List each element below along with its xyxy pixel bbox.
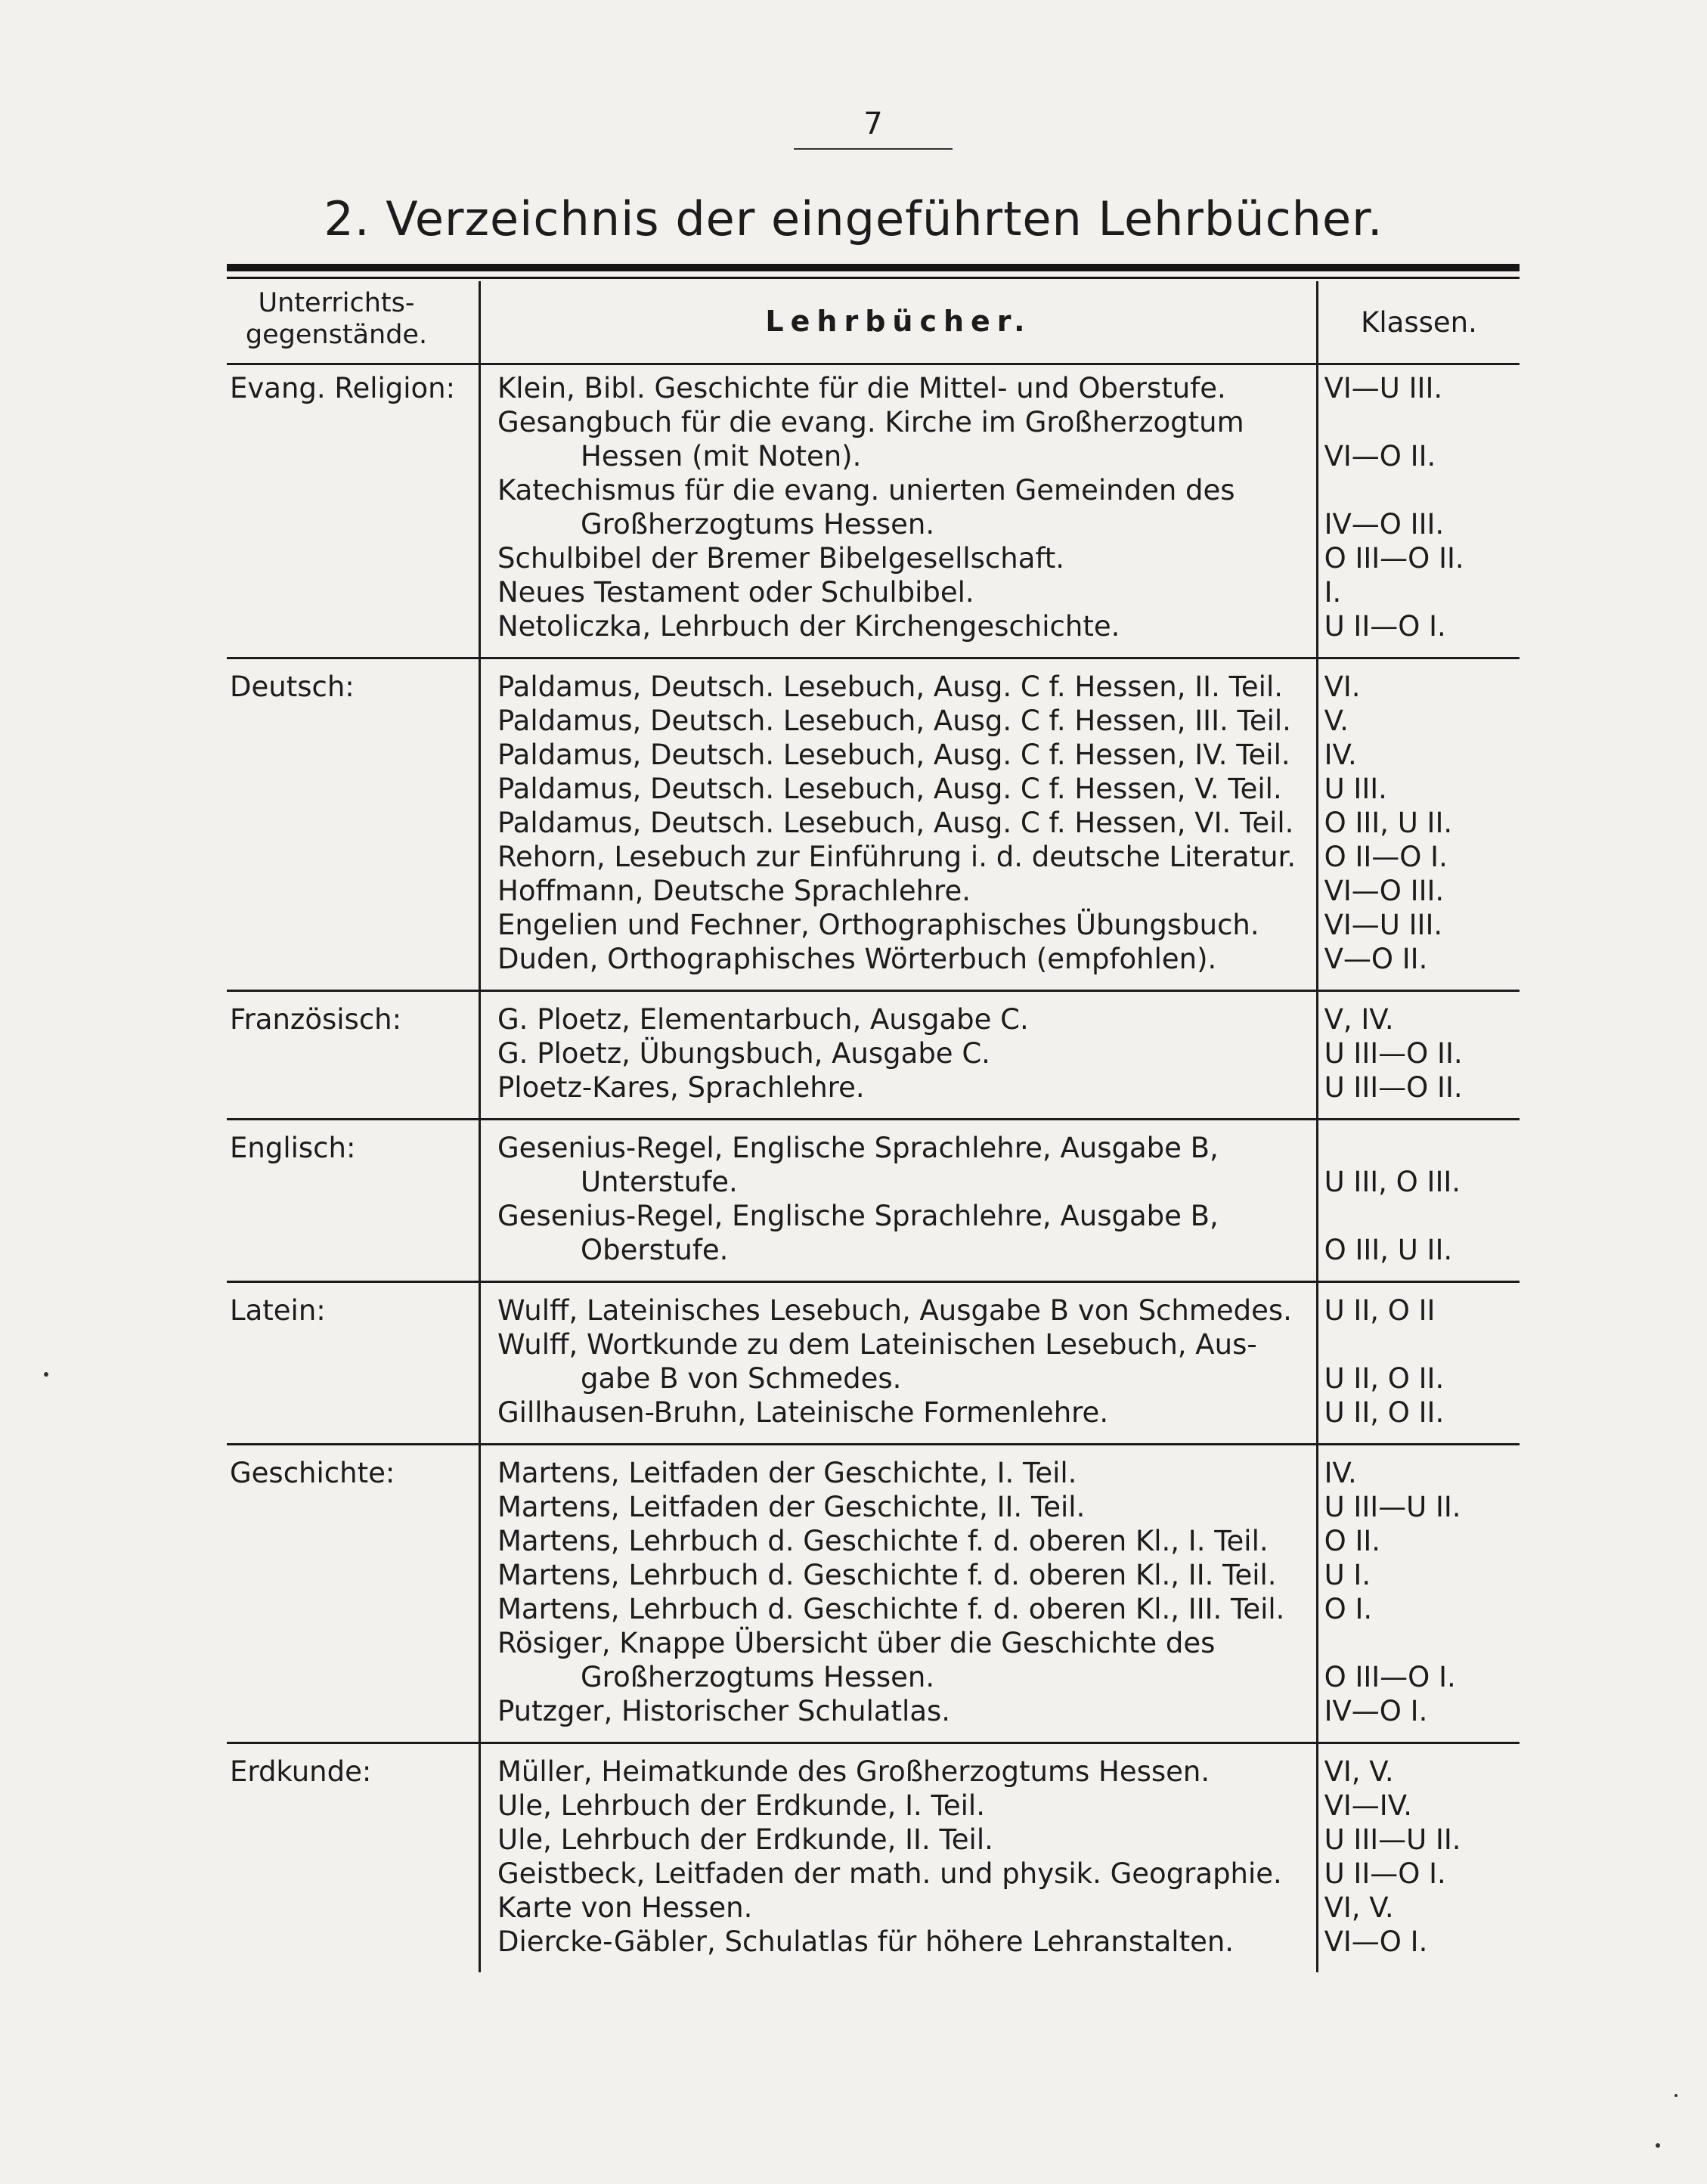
- class-range: U II, O II: [1324, 1294, 1436, 1327]
- class-range: VI—IV.: [1324, 1789, 1413, 1822]
- subject-label: Evang. Religion:: [230, 372, 456, 404]
- class-range: V—O II.: [1324, 943, 1428, 975]
- textbook-title: [497, 1490, 1306, 1524]
- textbook-row: [227, 541, 1520, 575]
- textbook-title: [497, 670, 1306, 704]
- class-range: VI—O I.: [1324, 1925, 1428, 1958]
- subject-label: Erdkunde:: [230, 1755, 372, 1788]
- textbook-title: [497, 1891, 1306, 1925]
- class-range: O III—O I.: [1324, 1661, 1456, 1693]
- textbook-title-line: gabe B von Schmedes.: [581, 1362, 902, 1395]
- class-range: I.: [1324, 576, 1342, 609]
- class-range: V, IV.: [1324, 1003, 1394, 1036]
- paper-speck: [1656, 2143, 1660, 2148]
- class-range: VI.: [1324, 671, 1361, 703]
- class-range: IV—O III.: [1324, 508, 1445, 541]
- textbook-title: [497, 1925, 1306, 1959]
- textbook-row: [227, 575, 1520, 609]
- class-range: VI, V.: [1324, 1891, 1394, 1924]
- textbook-title: [497, 1293, 1306, 1327]
- header-books: Lehrbücher.: [765, 305, 1032, 338]
- textbook-title-line: Neues Testament oder Schulbibel.: [497, 576, 974, 609]
- subject-label: Geschichte:: [230, 1457, 395, 1489]
- page-number-rule: [794, 148, 953, 150]
- header-subject-line: gegenstände.: [245, 320, 428, 350]
- textbook-row: [227, 473, 1520, 541]
- subject-section: [227, 1443, 1520, 1742]
- textbook-title-line: Rehorn, Lesebuch zur Einführung i. d. deutsche Literatur.: [497, 841, 1297, 873]
- textbook-row: [227, 1199, 1520, 1267]
- textbook-row: [227, 1396, 1520, 1430]
- textbook-title: [497, 942, 1306, 976]
- textbook-title-line: Großherzogtums Hessen.: [581, 1661, 935, 1693]
- textbook-title-line: Gesenius-Regel, Englische Sprachlehre, Ausgabe B,: [497, 1200, 1219, 1232]
- textbook-title: [497, 1199, 1306, 1267]
- textbook-title-line: Geistbeck, Leitfaden der math. und physik. Geographie.: [497, 1857, 1282, 1890]
- class-range: U II, O II.: [1324, 1396, 1445, 1429]
- subject-section: [227, 1742, 1520, 1972]
- textbook-title-line: Paldamus, Deutsch. Lesebuch, Ausg. C f. Hessen, V. Teil.: [497, 773, 1282, 805]
- textbook-row: [227, 1558, 1520, 1592]
- class-range: U II—O I.: [1324, 610, 1446, 643]
- textbook-title-line: Großherzogtums Hessen.: [581, 508, 935, 541]
- class-range: IV—O I.: [1324, 1695, 1428, 1727]
- textbook-title-line: Wulff, Lateinisches Lesebuch, Ausgabe B von Schmedes.: [497, 1294, 1292, 1327]
- subject-section: [227, 657, 1520, 990]
- class-range: O III—O II.: [1324, 542, 1464, 575]
- textbook-title-line: Netoliczka, Lehrbuch der Kirchengeschichte.: [497, 610, 1120, 643]
- textbook-title: [497, 772, 1306, 806]
- subject-section: [227, 1281, 1520, 1443]
- textbook-title-line: Gillhausen-Bruhn, Lateinische Formenlehre.: [497, 1396, 1109, 1429]
- class-range: U II, O II.: [1324, 1362, 1445, 1395]
- subject-label: Deutsch:: [230, 671, 355, 703]
- textbook-title: [497, 1592, 1306, 1626]
- textbook-title: [497, 405, 1306, 473]
- textbook-title: [497, 575, 1306, 609]
- textbook-row: [227, 1626, 1520, 1694]
- subject-label: Englisch:: [230, 1132, 356, 1164]
- header-classes: Klassen.: [1361, 306, 1477, 339]
- header-subject: [227, 287, 446, 351]
- textbook-title-line: Hoffmann, Deutsche Sprachlehre.: [497, 875, 971, 907]
- textbook-row: [227, 1327, 1520, 1396]
- textbook-title-line: Rösiger, Knappe Übersicht über die Geschichte des: [497, 1627, 1216, 1659]
- textbook-title-line: G. Ploetz, Elementarbuch, Ausgabe C.: [497, 1003, 1029, 1036]
- textbook-title-line: Müller, Heimatkunde des Großherzogtums Hessen.: [497, 1755, 1210, 1788]
- subject-label: Latein:: [230, 1294, 326, 1327]
- class-range: IV.: [1324, 739, 1357, 771]
- subject-section: [227, 1118, 1520, 1281]
- textbook-title: [497, 473, 1306, 541]
- textbook-title-line: Martens, Lehrbuch d. Geschichte f. d. oberen Kl., II. Teil.: [497, 1559, 1277, 1591]
- textbook-row: [227, 1789, 1520, 1823]
- textbook-title-line: G. Ploetz, Übungsbuch, Ausgabe C.: [497, 1037, 990, 1070]
- class-range: IV.: [1324, 1457, 1357, 1489]
- textbook-title: [497, 1857, 1306, 1891]
- textbook-row: [227, 840, 1520, 874]
- class-range: VI, V.: [1324, 1755, 1394, 1788]
- textbook-title: [497, 371, 1306, 405]
- textbook-title-line: Martens, Lehrbuch d. Geschichte f. d. oberen Kl., III. Teil.: [497, 1593, 1285, 1625]
- textbook-title: [497, 1131, 1306, 1199]
- textbook-row: [227, 806, 1520, 840]
- class-range: VI—O II.: [1324, 440, 1436, 472]
- class-range: O II.: [1324, 1525, 1381, 1557]
- textbook-row: [227, 1524, 1520, 1558]
- textbook-title-line: Gesangbuch für die evang. Kirche im Großherzogtum: [497, 406, 1244, 438]
- textbook-row: [227, 1592, 1520, 1626]
- class-range: U III—U II.: [1324, 1823, 1461, 1856]
- textbook-title: [497, 1327, 1306, 1396]
- textbook-title-line: Putzger, Historischer Schulatlas.: [497, 1695, 951, 1727]
- textbook-title: [497, 1558, 1306, 1592]
- class-range: U I.: [1324, 1559, 1371, 1591]
- paper-speck: [1674, 2094, 1678, 2097]
- textbook-title-line: Schulbibel der Bremer Bibelgesellschaft.: [497, 542, 1065, 575]
- class-range: VI—O III.: [1324, 875, 1445, 907]
- textbook-title-line: Engelien und Fechner, Orthographisches Übungsbuch.: [497, 909, 1259, 941]
- textbook-row: [227, 704, 1520, 738]
- textbook-title-line: Paldamus, Deutsch. Lesebuch, Ausg. C f. Hessen, II. Teil.: [497, 671, 1283, 703]
- header-subject-line: Unterrichts-: [258, 288, 415, 318]
- textbook-title-line: Martens, Leitfaden der Geschichte, II. Teil.: [497, 1491, 1086, 1523]
- textbook-title: [497, 1823, 1306, 1857]
- class-range: U III, O III.: [1324, 1166, 1461, 1198]
- textbook-title-line: Diercke-Gäbler, Schulatlas für höhere Lehranstalten.: [497, 1925, 1235, 1958]
- textbook-title-line: Oberstufe.: [581, 1234, 729, 1266]
- textbook-table: [227, 281, 1520, 1972]
- class-range: VI—U III.: [1324, 372, 1443, 404]
- textbook-title: [497, 908, 1306, 942]
- textbook-title-line: Ploetz-Kares, Sprachlehre.: [497, 1071, 865, 1104]
- title-rule-thick: [227, 264, 1520, 271]
- textbook-title-line: Gesenius-Regel, Englische Sprachlehre, Ausgabe B,: [497, 1132, 1219, 1164]
- class-range: O III, U II.: [1324, 1234, 1453, 1266]
- textbook-row: [227, 1036, 1520, 1070]
- textbook-title: [497, 1524, 1306, 1558]
- textbook-title: [497, 1002, 1306, 1036]
- textbook-title: [497, 738, 1306, 772]
- textbook-title: [497, 1396, 1306, 1430]
- page-title: 2. Verzeichnis der eingeführten Lehrbücher.: [324, 191, 1383, 246]
- table-header: [227, 281, 1520, 365]
- textbook-title: [497, 1456, 1306, 1490]
- textbook-title: [497, 704, 1306, 738]
- textbook-row: [227, 874, 1520, 908]
- textbook-row: [227, 609, 1520, 643]
- textbook-title: [497, 874, 1306, 908]
- subject-section: [227, 990, 1520, 1118]
- textbook-title-line: Paldamus, Deutsch. Lesebuch, Ausg. C f. Hessen, III. Teil.: [497, 705, 1291, 737]
- textbook-title: [497, 840, 1306, 874]
- textbook-title-line: Martens, Leitfaden der Geschichte, I. Teil.: [497, 1457, 1077, 1489]
- textbook-row: [227, 1857, 1520, 1891]
- subject-section: [227, 365, 1520, 657]
- class-range: U II—O I.: [1324, 1857, 1446, 1890]
- textbook-row: [227, 1490, 1520, 1524]
- textbook-row: [227, 1891, 1520, 1925]
- textbook-row: [227, 1070, 1520, 1104]
- class-range: U III—O II.: [1324, 1037, 1463, 1070]
- subject-label: Französisch:: [230, 1003, 402, 1036]
- class-range: U III—U II.: [1324, 1491, 1461, 1523]
- textbook-title: [497, 1036, 1306, 1070]
- title-rule-thin: [227, 277, 1520, 279]
- textbook-row: [227, 405, 1520, 473]
- class-range: VI—U III.: [1324, 909, 1443, 941]
- textbook-row: [227, 942, 1520, 976]
- textbook-title: [497, 1789, 1306, 1823]
- textbook-row: [227, 738, 1520, 772]
- class-range: U III—O II.: [1324, 1071, 1463, 1104]
- table-body: [227, 365, 1520, 1972]
- textbook-title-line: Klein, Bibl. Geschichte für die Mittel- und Oberstufe.: [497, 372, 1226, 404]
- textbook-title-line: Katechismus für die evang. unierten Gemeinden des: [497, 474, 1235, 507]
- textbook-title-line: Ule, Lehrbuch der Erdkunde, II. Teil.: [497, 1823, 993, 1856]
- textbook-title-line: Duden, Orthographisches Wörterbuch (empfohlen).: [497, 943, 1217, 975]
- textbook-title-line: Karte von Hessen.: [497, 1891, 753, 1924]
- paper-speck: [44, 1372, 48, 1377]
- textbook-row: [227, 908, 1520, 942]
- textbook-title-line: Martens, Lehrbuch d. Geschichte f. d. oberen Kl., I. Teil.: [497, 1525, 1269, 1557]
- textbook-title-line: Wulff, Wortkunde zu dem Lateinischen Lesebuch, Aus-: [497, 1328, 1257, 1361]
- textbook-row: [227, 772, 1520, 806]
- textbook-title: [497, 541, 1306, 575]
- textbook-title-line: Ule, Lehrbuch der Erdkunde, I. Teil.: [497, 1789, 985, 1822]
- textbook-title: [497, 1626, 1306, 1694]
- class-range: O III, U II.: [1324, 807, 1453, 839]
- textbook-title-line: Paldamus, Deutsch. Lesebuch, Ausg. C f. Hessen, IV. Teil.: [497, 739, 1290, 771]
- textbook-title: [497, 1070, 1306, 1104]
- textbook-title: [497, 609, 1306, 643]
- class-range: U III.: [1324, 773, 1387, 805]
- class-range: O I.: [1324, 1593, 1373, 1625]
- class-range: V.: [1324, 705, 1349, 737]
- textbook-title-line: Paldamus, Deutsch. Lesebuch, Ausg. C f. Hessen, VI. Teil.: [497, 807, 1294, 839]
- textbook-title-line: Hessen (mit Noten).: [581, 440, 862, 472]
- class-range: O II—O I.: [1324, 841, 1448, 873]
- textbook-row: [227, 1694, 1520, 1728]
- textbook-title: [497, 1694, 1306, 1728]
- page-number: 7: [863, 107, 883, 141]
- textbook-row: [227, 1925, 1520, 1959]
- textbook-title: [497, 1755, 1306, 1789]
- textbook-row: [227, 1823, 1520, 1857]
- textbook-title: [497, 806, 1306, 840]
- textbook-title-line: Unterstufe.: [581, 1166, 738, 1198]
